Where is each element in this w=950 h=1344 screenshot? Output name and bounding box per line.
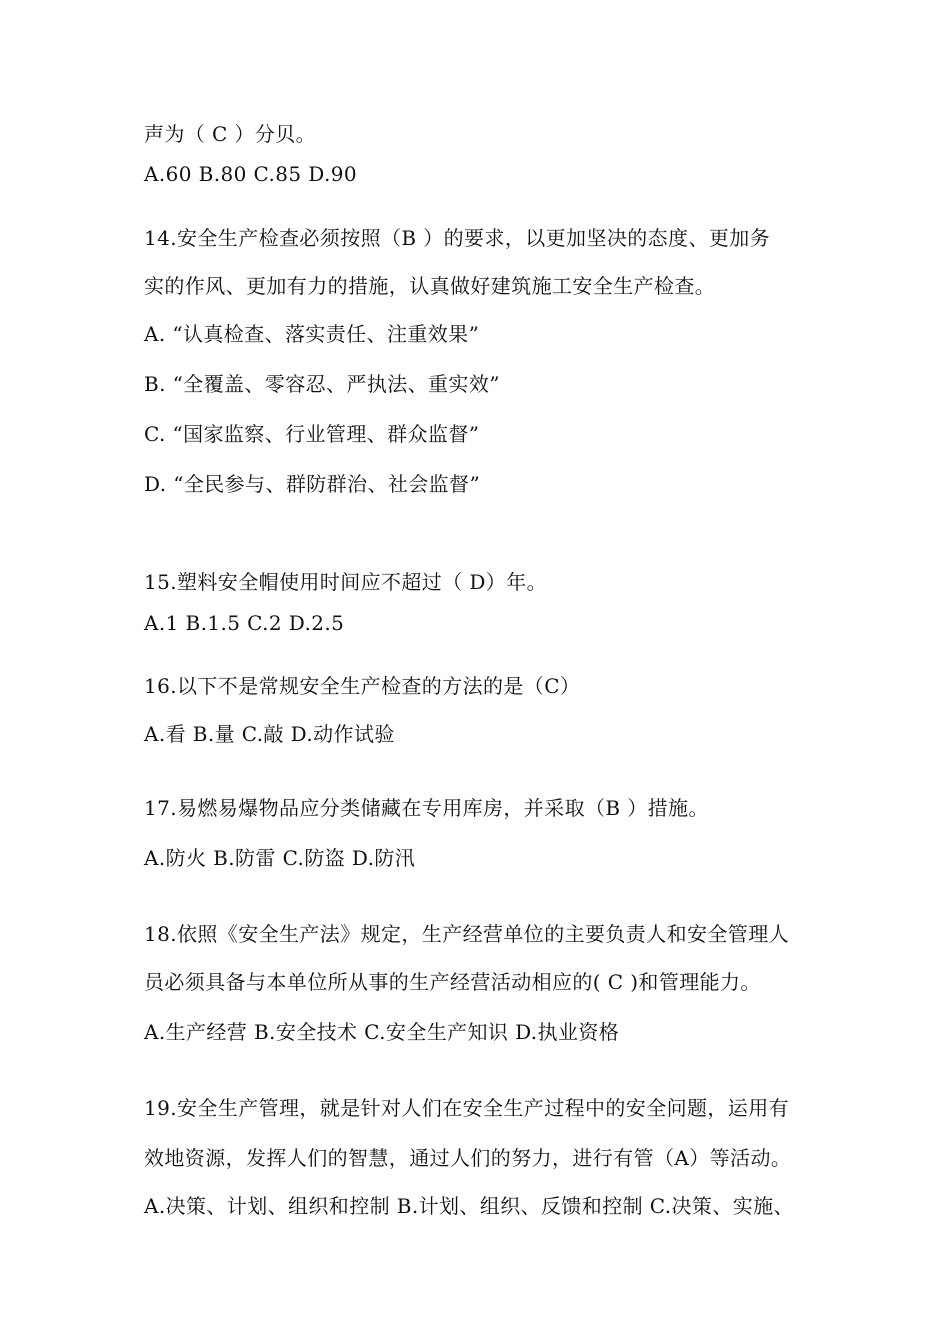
q19-text-line-2: 效地资源，发挥人们的智慧，通过人们的努力，进行有管（A）等活动。 — [144, 1146, 792, 1170]
q17-text: 17.易燃易爆物品应分类储藏在专用库房，并采取（B ）措施。 — [144, 796, 709, 820]
q14-text-line-2: 实的作风、更加有力的措施，认真做好建筑施工安全生产检查。 — [144, 274, 716, 298]
q16-text: 16.以下不是常规安全生产检查的方法的是（C） — [144, 674, 581, 698]
q14-option-b: B. “全覆盖、零容忍、严执法、重实效” — [144, 372, 500, 396]
q13-options: A.60 B.80 C.85 D.90 — [144, 162, 357, 186]
q18-text-line-1: 18.依照《安全生产法》规定，生产经营单位的主要负责人和安全管理人 — [144, 922, 790, 946]
q18-text-line-2: 员必须具备与本单位所从事的生产经营活动相应的( C )和管理能力。 — [144, 970, 761, 994]
q17-options: A.防火 B.防雷 C.防盗 D.防汛 — [144, 846, 416, 870]
q16-options: A.看 B.量 C.敲 D.动作试验 — [144, 722, 395, 746]
q13-text-continued: 声为（ C ）分贝。 — [144, 122, 317, 146]
q14-option-a: A. “认真检查、落实责任、注重效果” — [144, 322, 480, 346]
q14-option-c: C. “国家监察、行业管理、群众监督” — [144, 422, 480, 446]
q19-text-line-1: 19.安全生产管理，就是针对人们在安全生产过程中的安全问题，运用有 — [144, 1096, 790, 1120]
q14-text-line-1: 14.安全生产检查必须按照（B ）的要求，以更加坚决的态度、更加务 — [144, 226, 771, 250]
q15-text: 15.塑料安全帽使用时间应不超过（ D）年。 — [144, 570, 547, 594]
q15-options: A.1 B.1.5 C.2 D.2.5 — [144, 611, 345, 635]
q18-options: A.生产经营 B.安全技术 C.安全生产知识 D.执业资格 — [144, 1020, 620, 1044]
q19-options: A.决策、计划、组织和控制 B.计划、组织、反馈和控制 C.决策、实施、 — [144, 1194, 794, 1218]
q14-option-d: D. “全民参与、群防群治、社会监督” — [144, 472, 481, 496]
